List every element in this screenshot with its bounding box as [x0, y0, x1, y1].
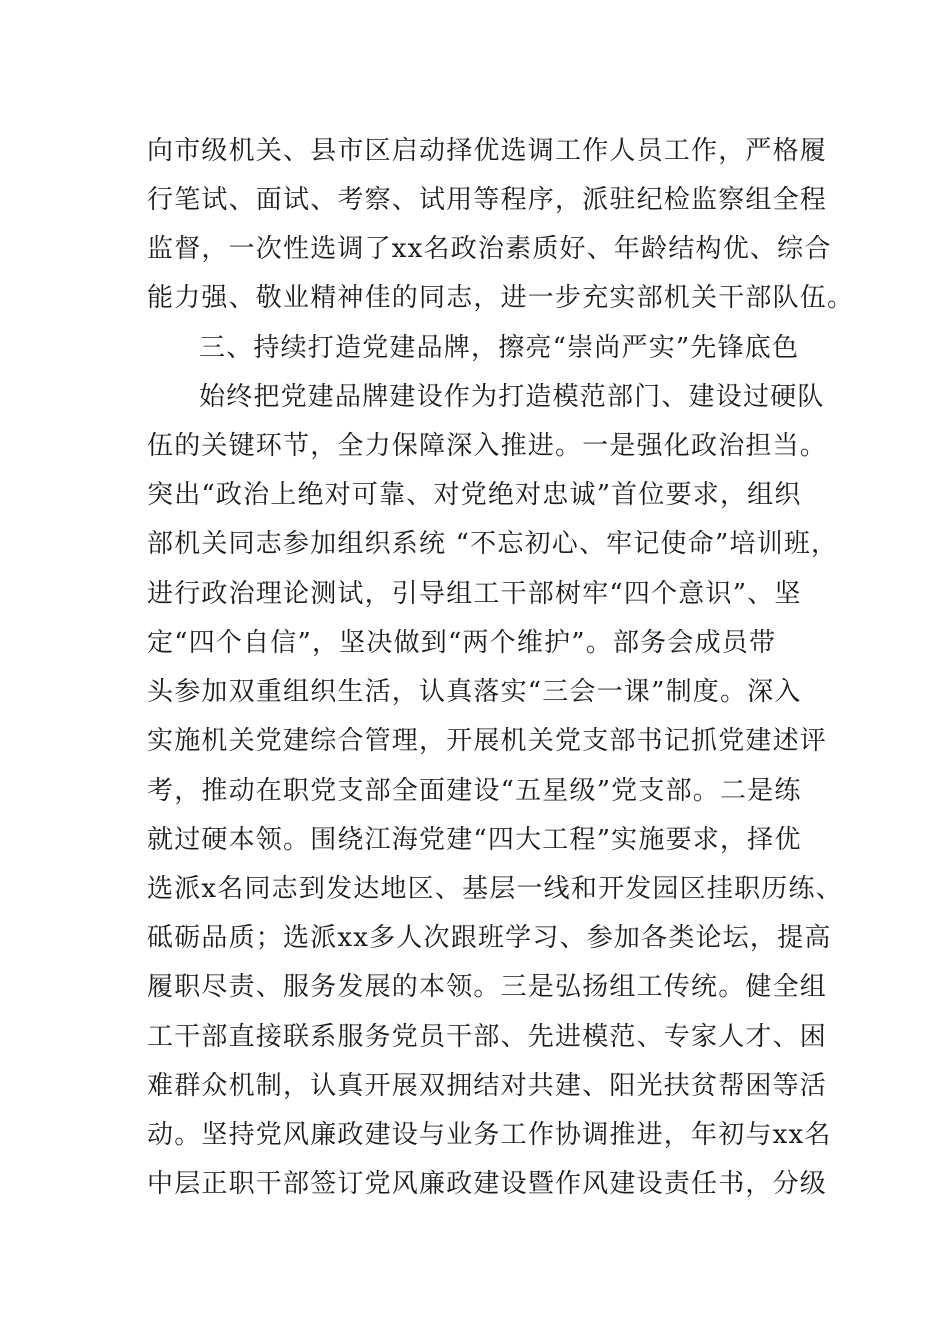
text-line: 向市级机关、县市区启动择优选调工作人员工作，严格履 [147, 136, 828, 166]
paragraph-start-line: 始终把党建品牌建设作为打造模范部门、建设过硬队 [199, 382, 825, 412]
text-line: 动。坚持党风廉政建设与业务工作协调推进，年初与xx名 [147, 1120, 832, 1150]
text-line: 工干部直接联系服务党员干部、先进模范、专家人才、困 [147, 1022, 828, 1052]
text-line: 实施机关党建综合管理，开展机关党支部书记抓党建述评 [147, 726, 828, 756]
text-line: 难群众机制，认真开展双拥结对共建、阳光扶贫帮困等活 [147, 1071, 828, 1101]
text-line: 考，推动在职党支部全面建设“五星级”党支部。二是练 [147, 776, 802, 806]
text-line: 砥砺品质；选派xx多人次跟班学习、参加各类论坛，提高 [147, 923, 832, 953]
text-line: 突出“政治上绝对可靠、对党绝对忠诚”首位要求，组织 [147, 480, 802, 510]
text-line: 伍的关键环节，全力保障深入推进。一是强化政治担当。 [147, 431, 828, 461]
text-line: 进行政治理论测试，引导组工干部树牢“四个意识”、坚 [147, 579, 802, 609]
text-line: 能力强、敬业精神佳的同志，进一步充实部机关干部队伍。 [147, 283, 855, 313]
text-line: 行笔试、面试、考察、试用等程序，派驻纪检监察组全程 [147, 185, 828, 215]
text-line: 监督，一次性选调了xx名政治素质好、年龄结构优、综合 [147, 234, 832, 264]
text-line: 中层正职干部签订党风廉政建设暨作风建设责任书，分级 [147, 1169, 828, 1199]
text-line: 头参加双重组织生活，认真落实“三会一课”制度。深入 [147, 677, 802, 707]
text-line: 选派x名同志到发达地区、基层一线和开发园区挂职历练、 [147, 874, 843, 904]
text-line: 就过硬本领。围绕江海党建“四大工程”实施要求，择优 [147, 825, 802, 855]
text-line: 部机关同志参加组织系统 “不忘初心、牢记使命”培训班， [147, 529, 839, 559]
text-line: 定“四个自信”，坚决做到“两个维护”。部务会成员带 [147, 628, 777, 658]
section-heading: 三、持续打造党建品牌，擦亮“崇尚严实”先锋底色 [199, 333, 800, 363]
text-line: 履职尽责、服务发展的本领。三是弘扬组工传统。健全组 [147, 972, 828, 1002]
